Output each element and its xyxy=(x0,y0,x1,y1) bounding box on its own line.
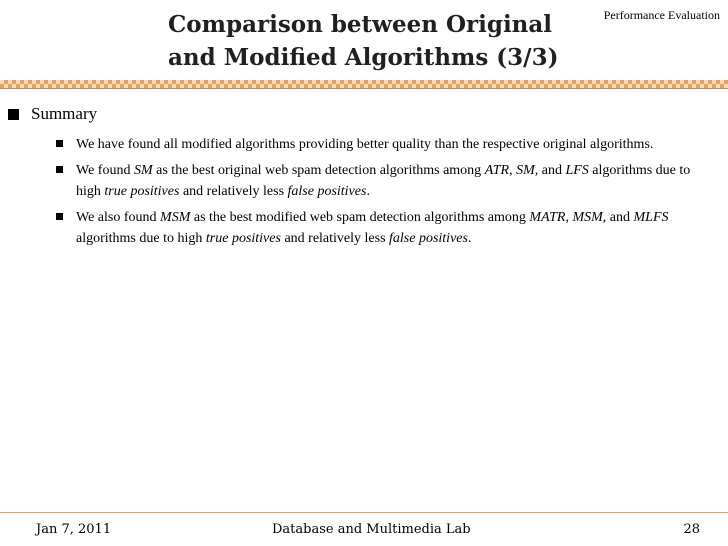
summary-item xyxy=(54,207,704,250)
emphasis-text: false positives xyxy=(287,184,367,199)
title-line-2: and Modified Algorithms (3/3) xyxy=(168,44,559,71)
item-text: algorithms due to high xyxy=(76,231,206,246)
emphasis-text: MSM xyxy=(572,209,603,225)
square-bullet-icon xyxy=(56,140,63,147)
emphasis-text: ATR xyxy=(484,162,510,178)
emphasis-text: true positives xyxy=(205,231,281,246)
item-text: , xyxy=(565,209,573,225)
item-text: algorithms due to high xyxy=(76,162,691,199)
item-text: We also found xyxy=(76,209,161,225)
emphasis-text: LFS xyxy=(565,162,589,178)
item-text: and relatively less xyxy=(179,184,288,199)
emphasis-text: MSM xyxy=(160,209,191,225)
slide-title xyxy=(168,8,568,74)
summary-item xyxy=(54,134,704,156)
page-number: 28 xyxy=(683,522,700,537)
emphasis-text: SM xyxy=(516,162,535,178)
footer-divider xyxy=(0,512,728,513)
emphasis-text: MATR xyxy=(529,209,566,225)
item-text: as the best modified web spam detection algorithms among xyxy=(190,209,530,225)
section-label: Performance Evaluation xyxy=(603,8,720,22)
checker-divider xyxy=(0,80,728,88)
emphasis-text: MLFS xyxy=(633,209,669,225)
item-text: as the best original web spam detection algorithms among xyxy=(152,162,485,178)
title-line-1: Comparison between Original xyxy=(168,11,553,38)
summary-item xyxy=(54,160,704,203)
square-bullet-icon xyxy=(56,213,63,220)
emphasis-text: true positives xyxy=(104,184,180,199)
footer-lab: Database and Multimedia Lab xyxy=(272,522,471,537)
item-text: . xyxy=(366,184,370,199)
emphasis-text: SM xyxy=(133,162,153,178)
item-text: We have found all modified algorithms providing better quality than the respective original algorithms. xyxy=(76,137,654,152)
item-text: , and xyxy=(602,209,634,225)
item-text: , xyxy=(509,162,517,178)
summary-list xyxy=(54,134,704,254)
square-bullet-icon xyxy=(56,166,63,173)
item-text: and relatively less xyxy=(280,231,390,246)
summary-bullet xyxy=(8,104,97,124)
item-text: . xyxy=(467,231,472,246)
item-text: We found xyxy=(76,162,134,178)
summary-label: Summary xyxy=(31,104,98,123)
item-text: , and xyxy=(534,162,566,178)
square-bullet-icon xyxy=(8,109,19,120)
emphasis-text: false positives xyxy=(389,231,468,246)
divider-line xyxy=(0,88,728,89)
footer-date: Jan 7, 2011 xyxy=(36,522,112,537)
